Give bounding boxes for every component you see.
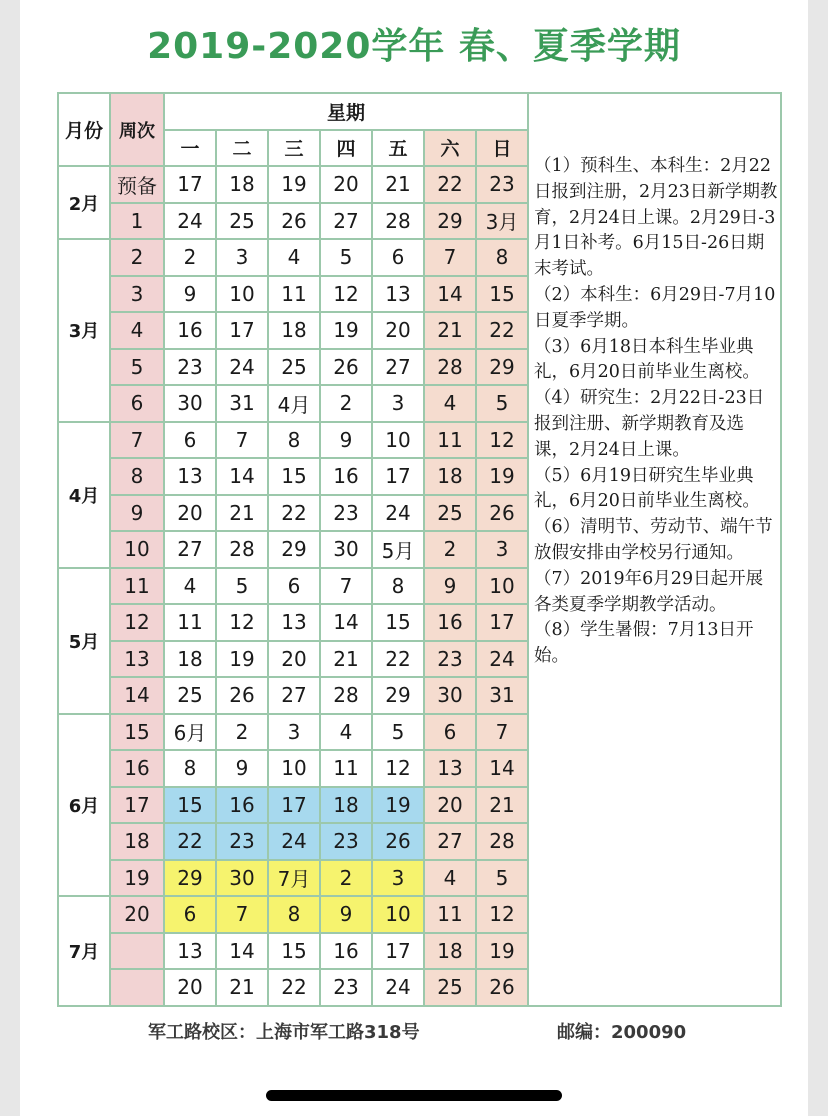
day-cell: 13 [164,458,216,495]
note-item: （4）研究生：2月22日-23日报到注册、新学期教育及选课，2月24日上课。 [534,388,765,460]
day-cell: 28 [216,531,268,568]
calendar-table [57,92,782,1007]
day-cell: 11 [424,896,476,933]
day-cell: 4 [164,568,216,605]
day-cell: 18 [216,166,268,203]
week-number: 17 [110,787,164,824]
day-cell: 5 [320,239,372,276]
day-cell: 7 [320,568,372,605]
day-cell: 29 [476,349,528,386]
notes-panel [528,93,781,1006]
day-cell: 8 [268,422,320,459]
day-cell: 7 [216,896,268,933]
day-cell: 20 [268,641,320,678]
day-cell: 6月 [164,714,216,751]
day-cell: 23 [320,495,372,532]
day-cell: 25 [164,677,216,714]
day-cell: 8 [476,239,528,276]
week-number: 6 [110,385,164,422]
day-cell: 16 [320,933,372,970]
day-cell: 30 [320,531,372,568]
day-cell: 26 [320,349,372,386]
day-cell: 29 [372,677,424,714]
day-cell: 21 [320,641,372,678]
day-cell: 14 [476,750,528,787]
day-cell: 14 [424,276,476,313]
day-cell: 6 [424,714,476,751]
postcode: 邮编：200090 [557,1022,687,1043]
week-number: 13 [110,641,164,678]
day-cell: 22 [372,641,424,678]
day-cell: 21 [372,166,424,203]
day-cell: 11 [268,276,320,313]
day-cell: 16 [164,312,216,349]
day-cell: 19 [476,458,528,495]
day-cell: 4 [268,239,320,276]
weekday-header: 三 [268,130,320,167]
day-cell: 5 [476,385,528,422]
day-cell: 28 [424,349,476,386]
day-cell: 11 [320,750,372,787]
week-number: 14 [110,677,164,714]
day-cell: 12 [372,750,424,787]
day-cell: 20 [320,166,372,203]
month-label: 2月 [58,166,110,239]
week-number: 10 [110,531,164,568]
day-cell: 17 [268,787,320,824]
day-cell: 27 [164,531,216,568]
day-cell: 5月 [372,531,424,568]
weekday-header: 一 [164,130,216,167]
day-cell: 22 [424,166,476,203]
day-cell: 9 [424,568,476,605]
day-cell: 10 [476,568,528,605]
day-cell: 15 [268,933,320,970]
week-number: 预备 [110,166,164,203]
day-cell: 23 [164,349,216,386]
day-cell: 25 [216,203,268,240]
day-cell: 13 [268,604,320,641]
day-cell: 17 [372,458,424,495]
day-cell: 28 [320,677,372,714]
day-cell: 7 [424,239,476,276]
day-cell: 14 [216,933,268,970]
day-cell: 21 [476,787,528,824]
day-cell: 26 [216,677,268,714]
day-cell: 7 [216,422,268,459]
day-cell: 27 [268,677,320,714]
day-cell: 9 [320,896,372,933]
day-cell: 16 [424,604,476,641]
day-cell: 28 [476,823,528,860]
weekday-header: 六 [424,130,476,167]
week-number: 2 [110,239,164,276]
day-cell: 20 [424,787,476,824]
home-indicator[interactable] [266,1090,562,1101]
day-cell: 24 [372,495,424,532]
month-label: 3月 [58,239,110,422]
week-number: 7 [110,422,164,459]
day-cell: 19 [476,933,528,970]
day-cell: 14 [320,604,372,641]
day-cell: 22 [268,495,320,532]
month-label: 4月 [58,422,110,568]
day-cell: 21 [216,969,268,1006]
day-cell: 16 [320,458,372,495]
day-cell: 16 [216,787,268,824]
day-cell: 5 [372,714,424,751]
day-cell: 12 [476,896,528,933]
day-cell: 13 [424,750,476,787]
day-cell: 23 [424,641,476,678]
day-cell: 26 [268,203,320,240]
day-cell: 27 [424,823,476,860]
month-label: 6月 [58,714,110,897]
day-cell: 18 [164,641,216,678]
note-item: （5）6月19日研究生毕业典礼，6月20日前毕业生离校。 [534,465,760,512]
day-cell: 24 [372,969,424,1006]
day-cell: 4 [320,714,372,751]
day-cell: 23 [216,823,268,860]
day-cell: 12 [320,276,372,313]
note-item: （2）本科生：6月29日-7月10日夏季学期。 [534,284,776,331]
day-cell: 18 [320,787,372,824]
day-cell: 21 [424,312,476,349]
day-cell: 5 [216,568,268,605]
day-cell: 10 [372,422,424,459]
day-cell: 4 [424,860,476,897]
day-cell: 2 [320,860,372,897]
day-cell: 6 [372,239,424,276]
day-cell: 27 [372,349,424,386]
day-cell: 23 [476,166,528,203]
day-cell: 3月 [476,203,528,240]
weekday-header: 日 [476,130,528,167]
day-cell: 22 [164,823,216,860]
page-title: 2019-2020学年 春、夏季学期 [147,26,681,67]
month-label: 5月 [58,568,110,714]
weekday-header: 四 [320,130,372,167]
note-item: （3）6月18日本科生毕业典礼，6月20日前毕业生离校。 [534,336,760,383]
month-header: 月份 [58,93,110,166]
day-cell: 6 [164,422,216,459]
week-number: 18 [110,823,164,860]
day-cell: 11 [424,422,476,459]
note-item: （1）预科生、本科生：2月22日报到注册，2月23日新学期教育，2月24日上课。2月29日-3月1日补考。6月15日-26日期末考试。 [534,156,778,280]
day-cell: 12 [216,604,268,641]
day-cell: 2 [424,531,476,568]
day-cell: 30 [424,677,476,714]
day-cell: 2 [216,714,268,751]
day-cell: 15 [476,276,528,313]
day-cell: 15 [372,604,424,641]
day-cell: 20 [164,969,216,1006]
week-number: 12 [110,604,164,641]
day-cell: 28 [372,203,424,240]
day-cell: 6 [164,896,216,933]
note-item: （7）2019年6月29日起开展各类夏季学期教学活动。 [534,568,764,615]
week-number: 15 [110,714,164,751]
day-cell: 3 [476,531,528,568]
day-cell: 15 [268,458,320,495]
weekday-header: 二 [216,130,268,167]
day-cell: 25 [424,969,476,1006]
day-cell: 5 [476,860,528,897]
day-cell: 17 [476,604,528,641]
day-cell: 7 [476,714,528,751]
day-cell: 4 [424,385,476,422]
day-cell: 18 [424,458,476,495]
month-label: 7月 [58,896,110,1006]
day-cell: 26 [372,823,424,860]
week-number: 19 [110,860,164,897]
day-cell: 31 [216,385,268,422]
day-cell: 13 [372,276,424,313]
day-cell: 23 [320,969,372,1006]
day-cell: 19 [372,787,424,824]
day-cell: 17 [372,933,424,970]
day-cell: 31 [476,677,528,714]
day-cell: 10 [268,750,320,787]
day-cell: 3 [268,714,320,751]
day-cell: 30 [216,860,268,897]
day-cell: 3 [372,385,424,422]
day-cell: 9 [216,750,268,787]
day-cell: 8 [268,896,320,933]
day-cell: 15 [164,787,216,824]
weekday-header: 五 [372,130,424,167]
week-number: 3 [110,276,164,313]
day-cell: 25 [268,349,320,386]
day-cell: 29 [424,203,476,240]
day-cell: 24 [476,641,528,678]
week-number: 9 [110,495,164,532]
day-cell: 19 [216,641,268,678]
day-cell: 7月 [268,860,320,897]
day-cell: 10 [216,276,268,313]
day-cell: 20 [372,312,424,349]
week-number [110,969,164,1006]
day-cell: 27 [320,203,372,240]
day-cell: 29 [268,531,320,568]
day-cell: 3 [216,239,268,276]
day-cell: 6 [268,568,320,605]
day-cell: 9 [320,422,372,459]
day-cell: 29 [164,860,216,897]
week-number [110,933,164,970]
day-cell: 19 [320,312,372,349]
campus-address: 军工路校区：上海市军工路318号 [148,1022,420,1043]
day-cell: 11 [164,604,216,641]
week-number: 20 [110,896,164,933]
day-cell: 20 [164,495,216,532]
week-number: 5 [110,349,164,386]
day-cell: 22 [268,969,320,1006]
day-cell: 2 [164,239,216,276]
day-cell: 24 [216,349,268,386]
day-cell: 25 [424,495,476,532]
day-cell: 10 [372,896,424,933]
day-cell: 24 [164,203,216,240]
day-cell: 17 [216,312,268,349]
day-cell: 12 [476,422,528,459]
day-cell: 26 [476,969,528,1006]
week-number: 1 [110,203,164,240]
day-cell: 24 [268,823,320,860]
day-cell: 21 [216,495,268,532]
day-cell: 4月 [268,385,320,422]
day-cell: 18 [424,933,476,970]
day-cell: 17 [164,166,216,203]
day-cell: 9 [164,276,216,313]
day-cell: 3 [372,860,424,897]
weekday-group-header: 星期 [164,93,528,130]
day-cell: 22 [476,312,528,349]
day-cell: 30 [164,385,216,422]
note-item: （6）清明节、劳动节、端午节放假安排由学校另行通知。 [534,517,773,563]
note-item: （8）学生暑假：7月13日开始。 [534,620,754,667]
week-header: 周次 [110,93,164,166]
day-cell: 13 [164,933,216,970]
day-cell: 14 [216,458,268,495]
day-cell: 19 [268,166,320,203]
day-cell: 26 [476,495,528,532]
day-cell: 18 [268,312,320,349]
week-number: 4 [110,312,164,349]
week-number: 16 [110,750,164,787]
day-cell: 23 [320,823,372,860]
day-cell: 8 [372,568,424,605]
week-number: 8 [110,458,164,495]
day-cell: 8 [164,750,216,787]
week-number: 11 [110,568,164,605]
day-cell: 2 [320,385,372,422]
